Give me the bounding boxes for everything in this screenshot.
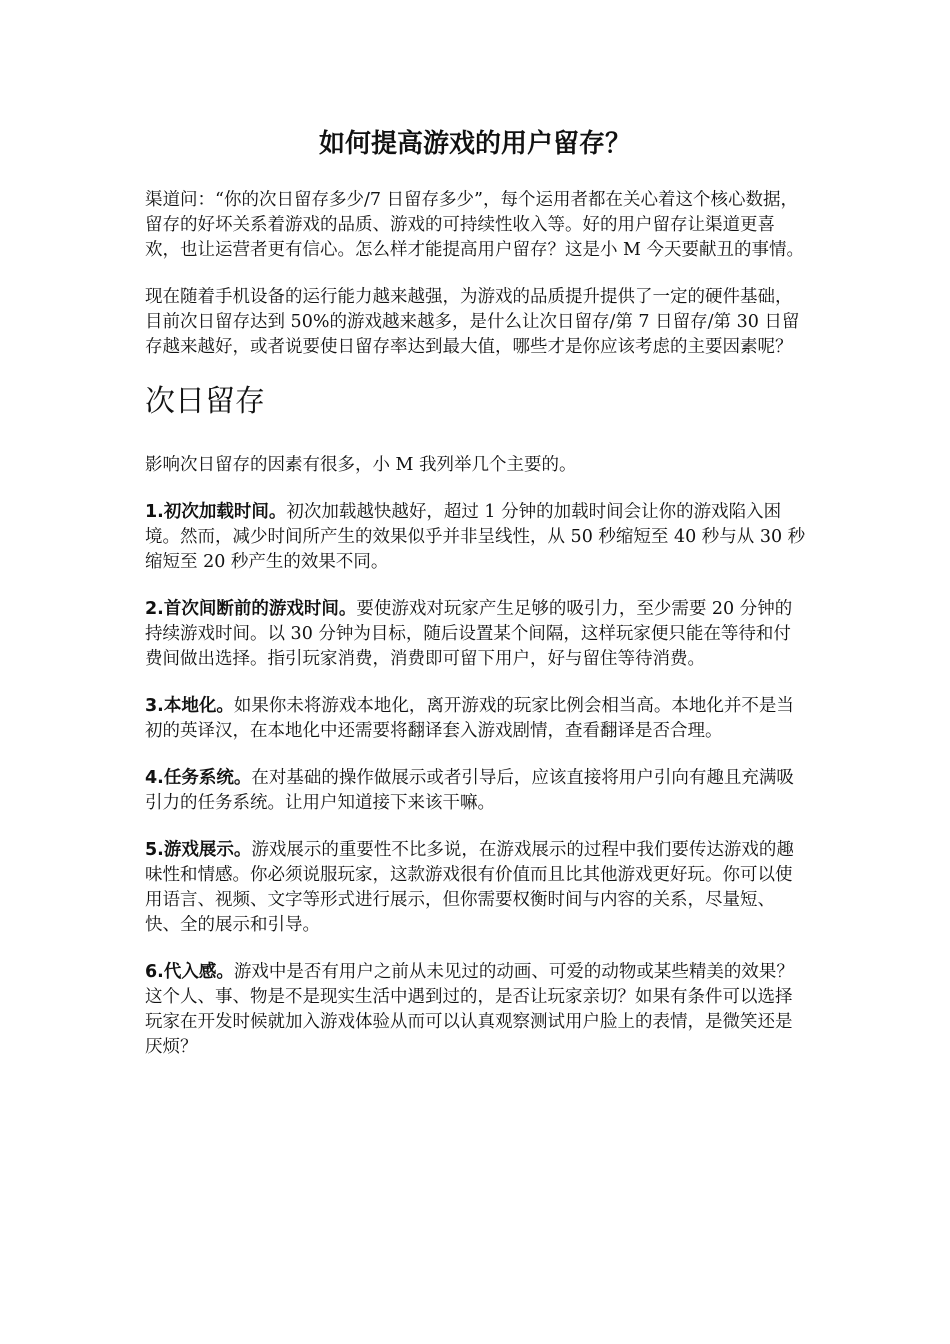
list-item bbox=[145, 500, 807, 575]
item-text: 游戏中是否有用户之前从未见过的动画、可爱的动物或某些精美的效果？这个人、事、物是不是现实生活中遇到过的，是否让玩家亲切？如果有条件可以选择玩家在开发时候就加入游戏体验从而可以认真观察测试用户脸上的表情，是微笑还是厌烦？ bbox=[145, 962, 794, 1057]
item-text: 游戏展示的重要性不比多说，在游戏展示的过程中我们要传达游戏的趣味性和情感。你必须说服玩家，这款游戏很有价值而且比其他游戏更好玩。你可以使用语言、视频、文字等形式进行展示，但你需要权衡时间与内容的关系，尽量短、快、全的展示和引导。 bbox=[145, 840, 794, 935]
item-text: 如果你未将游戏本地化，离开游戏的玩家比例会相当高。本地化并不是当初的英译汉，在本地化中还需要将翻译套入游戏剧情，查看翻译是否合理。 bbox=[145, 696, 794, 741]
item-label: 3.本地化。 bbox=[145, 696, 234, 716]
list-item bbox=[145, 838, 807, 938]
item-label: 1.初次加载时间。 bbox=[145, 502, 287, 522]
item-text: 要使游戏对玩家产生足够的吸引力，至少需要 20 分钟的持续游戏时间。以 30 分钟为目标，随后设置某个间隔，这样玩家便只能在等待和付费间做出选择。指引玩家消费，消费即可留下用户，好与留住等待消费。 bbox=[145, 599, 793, 669]
item-label: 2.首次间断前的游戏时间。 bbox=[145, 599, 357, 619]
list-item bbox=[145, 694, 807, 744]
item-label: 5.游戏展示。 bbox=[145, 840, 252, 860]
list-item bbox=[145, 766, 807, 816]
intro-paragraph-2: 现在随着手机设备的运行能力越来越强，为游戏的品质提升提供了一定的硬件基础，目前次日留存达到 50%的游戏越来越多，是什么让次日留存/第 7 日留存/第 30 日留存越来越好，或者说要使日留存率达到最大值，哪些才是你应该考虑的主要因素呢？ bbox=[145, 287, 800, 357]
section-lead: 影响次日留存的因素有很多，小 M 我列举几个主要的。 bbox=[145, 455, 577, 475]
intro-paragraph-1: 渠道问：“你的次日留存多少/7 日留存多少”，每个运用者都在关心着这个核心数据，留存的好坏关系着游戏的品质、游戏的可持续性收入等。好的用户留存让渠道更喜欢，也让运营者更有信心。怎么样才能提高用户留存？这是小 M 今天要献丑的事情。 bbox=[145, 190, 805, 260]
item-label: 4.任务系统。 bbox=[145, 768, 252, 788]
item-label: 6.代入感。 bbox=[145, 962, 234, 982]
document-title: 如何提高游戏的用户留存？ bbox=[318, 129, 631, 159]
document-body bbox=[145, 188, 807, 1082]
item-text: 在对基础的操作做展示或者引导后，应该直接将用户引向有趣且充满吸引力的任务系统。让用户知道接下来该干嘛。 bbox=[145, 768, 794, 813]
list-item bbox=[145, 960, 807, 1060]
list-item bbox=[145, 597, 807, 672]
item-text: 初次加载越快越好，超过 1 分钟的加载时间会让你的游戏陷入困境。然而，减少时间所产生的效果似乎并非呈线性，从 50 秒缩短至 40 秒与从 30 秒缩短至 20 秒产生的效果不同。 bbox=[145, 502, 806, 572]
section-heading: 次日留存 bbox=[145, 384, 265, 419]
